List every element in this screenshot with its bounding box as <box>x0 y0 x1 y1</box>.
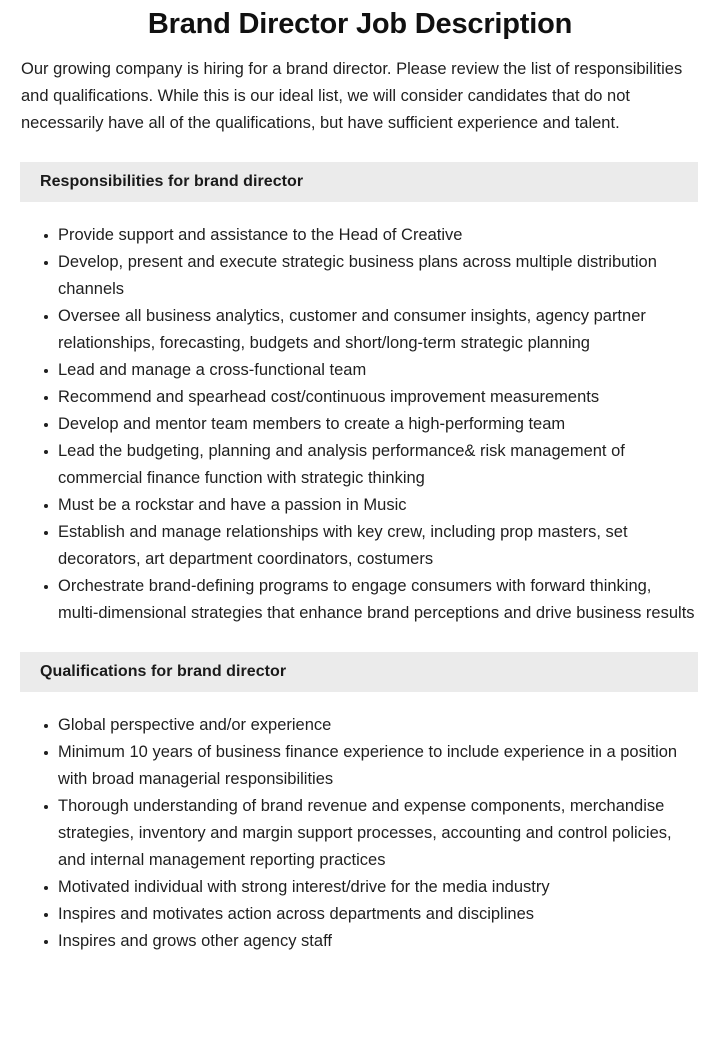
list-item: Provide support and assistance to the Head of Creative <box>0 222 720 249</box>
list-item: Inspires and motivates action across departments and disciplines <box>0 901 720 928</box>
list-item: Develop, present and execute strategic business plans across multiple distribution channels <box>0 249 720 303</box>
section-header-qualifications <box>20 652 698 692</box>
section-qualifications <box>0 652 720 955</box>
list-item: Thorough understanding of brand revenue and expense components, merchandise strategies, inventory and margin support processes, accounting and control policies, and internal management reporting practices <box>0 793 720 874</box>
list-item: Establish and manage relationships with key crew, including prop masters, set decorators, art department coordinators, costumers <box>0 519 720 573</box>
list-item: Lead the budgeting, planning and analysis performance& risk management of commercial finance function with strategic thinking <box>0 438 720 492</box>
section-heading-label: Responsibilities for brand director <box>40 173 304 190</box>
list-item: Must be a rockstar and have a passion in Music <box>0 492 720 519</box>
section-heading-label: Qualifications for brand director <box>40 663 287 680</box>
list-item: Motivated individual with strong interest/drive for the media industry <box>0 874 720 901</box>
responsibilities-list <box>0 222 720 627</box>
list-item: Orchestrate brand-defining programs to engage consumers with forward thinking, multi-dimensional strategies that enhance brand perceptions and drive business results <box>0 573 720 627</box>
list-item: Develop and mentor team members to create a high-performing team <box>0 411 720 438</box>
section-header-responsibilities <box>20 162 698 202</box>
spacer <box>0 137 720 162</box>
list-item: Global perspective and/or experience <box>0 712 720 739</box>
qualifications-list <box>0 712 720 955</box>
spacer <box>0 692 720 712</box>
spacer <box>0 955 720 985</box>
list-item: Oversee all business analytics, customer and consumer insights, agency partner relationships, forecasting, budgets and short/long-term strategic planning <box>0 303 720 357</box>
section-responsibilities <box>0 162 720 627</box>
intro-paragraph: Our growing company is hiring for a brand director. Please review the list of responsibilities and qualifications. While this is our ideal list, we will consider candidates that do not necessarily have all of the qualifications, but have sufficient experience and talent. <box>21 60 683 132</box>
list-item: Minimum 10 years of business finance experience to include experience in a position with broad managerial responsibilities <box>0 739 720 793</box>
list-item: Recommend and spearhead cost/continuous improvement measurements <box>0 384 720 411</box>
spacer <box>0 627 720 652</box>
spacer <box>0 202 720 222</box>
list-item: Lead and manage a cross-functional team <box>0 357 720 384</box>
list-item: Inspires and grows other agency staff <box>0 928 720 955</box>
page-title: Brand Director Job Description <box>147 8 573 40</box>
